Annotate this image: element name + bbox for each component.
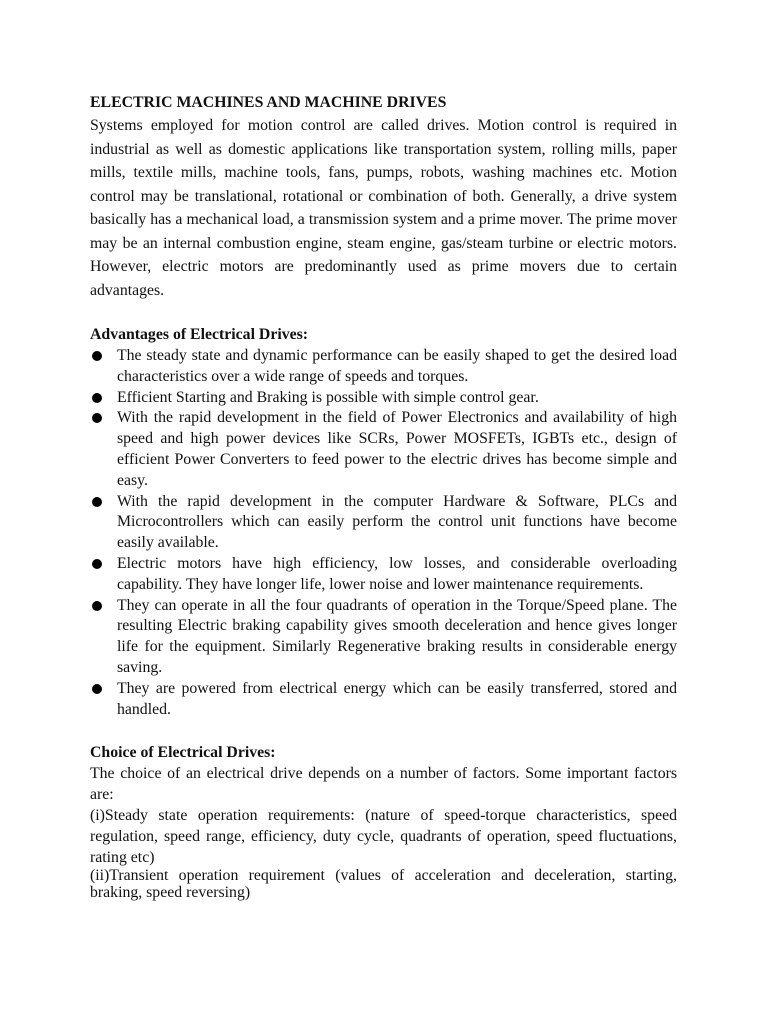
list-item bbox=[90, 492, 677, 554]
bullet-icon bbox=[92, 601, 102, 611]
list-item bbox=[90, 388, 677, 409]
spacer bbox=[90, 302, 677, 324]
bullet-icon bbox=[92, 393, 102, 403]
bullet-icon bbox=[92, 559, 102, 569]
advantages-heading: Advantages of Electrical Drives: bbox=[90, 326, 309, 343]
list-item-text: The steady state and dynamic performance can be easily shaped to get the desired load characteristics over a wide range of speeds and torques. bbox=[117, 347, 677, 385]
choice-intro: The choice of an electrical drive depends on a number of factors. Some important factors are: bbox=[90, 765, 677, 804]
list-item bbox=[90, 679, 677, 721]
bullet-icon bbox=[92, 413, 102, 423]
document-page bbox=[90, 92, 677, 901]
choice-factor-2: (ii)Transient operation requirement (values of acceleration and deceleration, starting, braking, speed reversing) bbox=[90, 867, 677, 901]
document-title: ELECTRIC MACHINES AND MACHINE DRIVES bbox=[90, 94, 447, 111]
list-item-text: With the rapid development in the field of Power Electronics and availability of high speed and high power devices like SCRs, Power MOSFETs, IGBTs etc., design of efficient Power Converters to feed power to the electric drives has become simple and easy. bbox=[117, 409, 677, 489]
list-item bbox=[90, 596, 677, 679]
intro-paragraph: Systems employed for motion control are called drives. Motion control is required in industrial as well as domestic applications like transportation system, rolling mills, paper mills, textile mills, machine tools, fans, pumps, robots, washing machines etc. Motion control may be translational, rotational or combination of both. Generally, a drive system basically has a mechanical load, a transmission system and a prime mover. The prime mover may be an internal combustion engine, steam engine, gas/steam turbine or electric motors. However, electric motors are predominantly used as prime movers due to certain advantages. bbox=[90, 117, 677, 299]
choice-heading: Choice of Electrical Drives: bbox=[90, 744, 276, 762]
bullet-icon bbox=[92, 497, 102, 507]
list-item-text: They are powered from electrical energy which can be easily transferred, stored and handled. bbox=[117, 679, 677, 718]
advantages-list bbox=[90, 346, 677, 720]
list-item bbox=[90, 408, 677, 491]
bullet-icon bbox=[92, 351, 102, 361]
list-item-text: They can operate in all the four quadrants of operation in the Torque/Speed plane. The resulting Electric braking capability gives smooth deceleration and hence gives longer life for the equipment. Similarly Regenerative braking results in considerable energy saving. bbox=[117, 596, 677, 676]
list-item bbox=[90, 346, 677, 388]
list-item bbox=[90, 554, 677, 596]
spacer bbox=[90, 720, 677, 742]
list-item-text: Electric motors have high efficiency, low losses, and considerable overloading capability. They have longer life, lower noise and lower maintenance requirements. bbox=[117, 554, 677, 593]
choice-factor-1: (i)Steady state operation requirements: (nature of speed-torque characteristics, speed regulation, speed range, efficiency, duty cycle, quadrants of operation, speed fluctuations, rating etc) bbox=[90, 806, 677, 866]
list-item-text: Efficient Starting and Braking is possible with simple control gear. bbox=[117, 388, 539, 406]
list-item-text: With the rapid development in the computer Hardware & Software, PLCs and Microcontrollers which can easily perform the control unit functions have become easily available. bbox=[117, 492, 677, 552]
bullet-icon bbox=[92, 684, 102, 694]
